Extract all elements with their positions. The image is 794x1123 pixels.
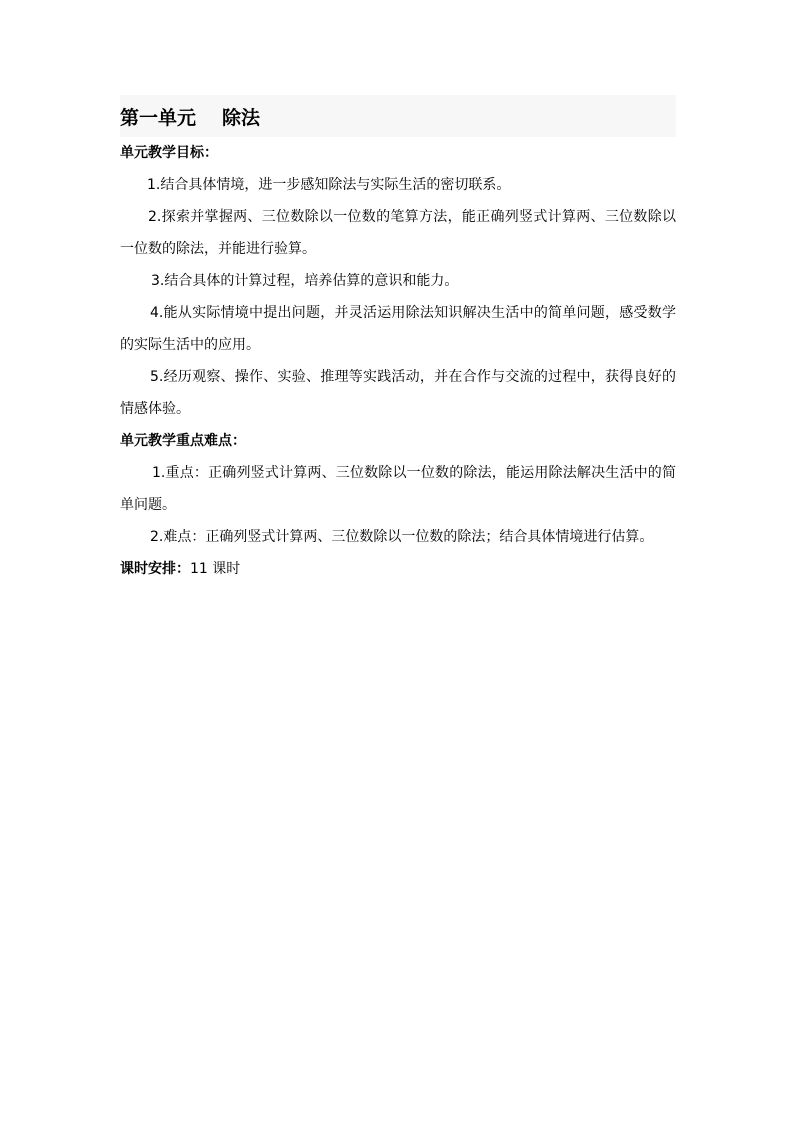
- unit-topic: 除法: [222, 106, 261, 129]
- key-point-item: 2.难点：正确列竖式计算两、三位数除以一位数的除法；结合具体情境进行估算。: [150, 529, 654, 545]
- goal-item: 2.探索并掌握两、三位数除以一位数的笔算方法，能正确列竖式计算两、三位数除以一位数的除法，并能进行验算。: [120, 209, 676, 257]
- goal-item: 1.结合具体情境，进一步感知除法与实际生活的密切联系。: [147, 177, 511, 193]
- unit-number: 第一单元: [120, 106, 197, 129]
- schedule-line: [120, 553, 676, 585]
- key-point-item: 1.重点：正确列竖式计算两、三位数除以一位数的除法，能运用除法解决生活中的简单问题。: [120, 465, 676, 513]
- schedule-label: 课时安排：: [120, 561, 190, 577]
- goal-item: 5.经历观察、操作、实验、推理等实践活动，并在合作与交流的过程中，获得良好的情感体验。: [120, 369, 676, 417]
- goals-heading: 单元教学目标：: [120, 145, 218, 161]
- goal-item: 4.能从实际情境中提出问题，并灵活运用除法知识解决生活中的简单问题，感受数学的实际生活中的应用。: [120, 305, 676, 353]
- document-body: [120, 95, 676, 585]
- goal-item: 3.结合具体的计算过程，培养估算的意识和能力。: [151, 273, 459, 289]
- key-points-heading: 单元教学重点难点：: [120, 433, 246, 449]
- unit-title: [120, 95, 676, 137]
- schedule-value: 11 课时: [190, 561, 241, 577]
